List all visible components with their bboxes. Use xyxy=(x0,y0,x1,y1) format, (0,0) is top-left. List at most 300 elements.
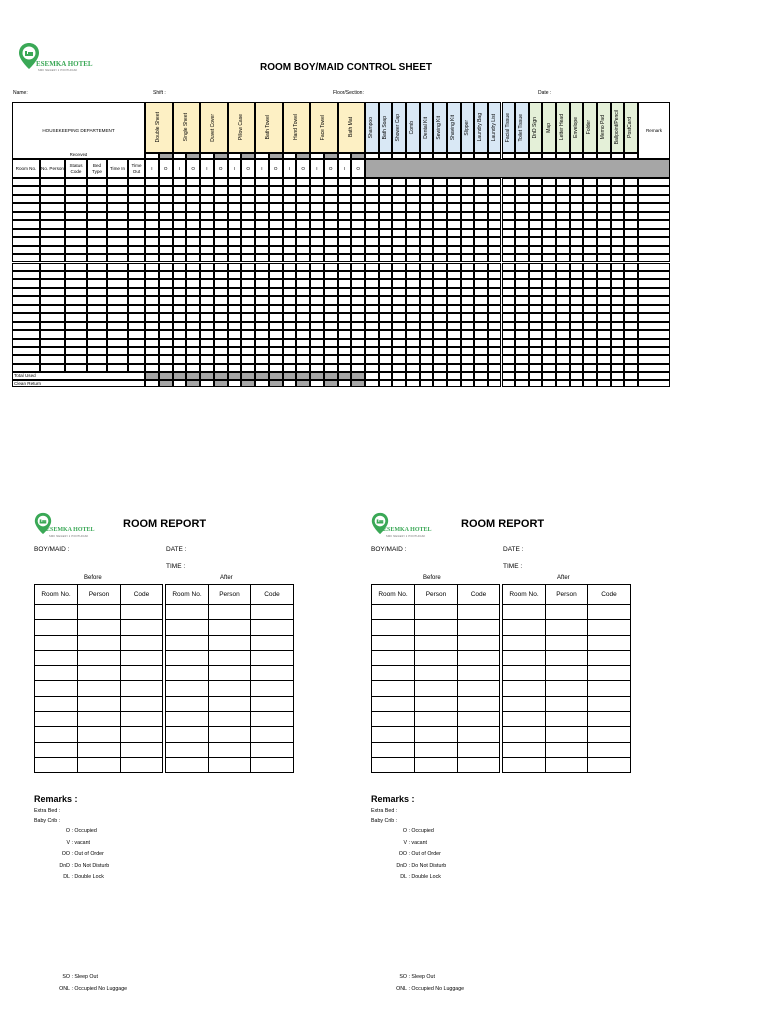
grid-cell[interactable] xyxy=(542,237,556,245)
grid-cell[interactable] xyxy=(379,195,393,203)
report-cell[interactable] xyxy=(251,620,294,635)
grid-cell[interactable] xyxy=(351,263,365,271)
grid-cell[interactable] xyxy=(241,195,255,203)
grid-cell[interactable] xyxy=(214,195,228,203)
grid-cell[interactable] xyxy=(173,186,187,194)
grid-cell[interactable] xyxy=(638,186,670,194)
grid-cell[interactable] xyxy=(529,322,543,330)
grid-cell[interactable] xyxy=(379,254,393,262)
grid-cell[interactable] xyxy=(310,355,324,363)
grid-cell[interactable] xyxy=(624,186,638,194)
grid-cell[interactable] xyxy=(447,220,461,228)
grid-cell[interactable] xyxy=(283,364,297,372)
report-cell[interactable] xyxy=(546,620,588,635)
grid-cell[interactable] xyxy=(107,330,128,338)
grid-cell[interactable] xyxy=(269,305,283,313)
grid-cell[interactable] xyxy=(406,246,420,254)
grid-cell[interactable] xyxy=(529,237,543,245)
grid-cell[interactable] xyxy=(488,220,502,228)
grid-cell[interactable] xyxy=(474,347,488,355)
grid-cell[interactable] xyxy=(515,263,529,271)
grid-cell[interactable] xyxy=(269,296,283,304)
footer-cell[interactable] xyxy=(145,372,159,379)
grid-cell[interactable] xyxy=(420,237,434,245)
grid-cell[interactable] xyxy=(159,288,173,296)
grid-cell[interactable] xyxy=(255,347,269,355)
grid-cell[interactable] xyxy=(241,296,255,304)
grid-cell[interactable] xyxy=(447,279,461,287)
grid-cell[interactable] xyxy=(186,305,200,313)
grid-cell[interactable] xyxy=(638,355,670,363)
grid-cell[interactable] xyxy=(488,212,502,220)
grid-cell[interactable] xyxy=(65,178,87,186)
grid-cell[interactable] xyxy=(447,296,461,304)
grid-cell[interactable] xyxy=(200,322,214,330)
grid-cell[interactable] xyxy=(502,355,516,363)
grid-cell[interactable] xyxy=(351,279,365,287)
grid-cell[interactable] xyxy=(324,355,338,363)
grid-cell[interactable] xyxy=(40,178,65,186)
grid-cell[interactable] xyxy=(255,195,269,203)
grid-cell[interactable] xyxy=(556,347,570,355)
grid-cell[interactable] xyxy=(638,339,670,347)
grid-cell[interactable] xyxy=(351,288,365,296)
grid-cell[interactable] xyxy=(502,296,516,304)
footer-cell[interactable] xyxy=(542,372,556,379)
grid-cell[interactable] xyxy=(283,254,297,262)
grid-cell[interactable] xyxy=(365,203,379,211)
grid-cell[interactable] xyxy=(406,330,420,338)
grid-cell[interactable] xyxy=(214,220,228,228)
grid-cell[interactable] xyxy=(269,313,283,321)
grid-cell[interactable] xyxy=(145,203,159,211)
grid-cell[interactable] xyxy=(283,263,297,271)
grid-cell[interactable] xyxy=(583,220,597,228)
grid-cell[interactable] xyxy=(40,355,65,363)
grid-cell[interactable] xyxy=(379,212,393,220)
grid-cell[interactable] xyxy=(241,313,255,321)
grid-cell[interactable] xyxy=(488,271,502,279)
grid-cell[interactable] xyxy=(515,237,529,245)
report-cell[interactable] xyxy=(415,620,458,635)
grid-cell[interactable] xyxy=(461,237,475,245)
grid-cell[interactable] xyxy=(87,263,107,271)
report-cell[interactable] xyxy=(35,757,78,772)
grid-cell[interactable] xyxy=(200,288,214,296)
grid-cell[interactable] xyxy=(186,355,200,363)
grid-cell[interactable] xyxy=(228,186,242,194)
report-cell[interactable] xyxy=(503,727,546,742)
grid-cell[interactable] xyxy=(173,195,187,203)
footer-cell[interactable] xyxy=(474,372,488,379)
grid-cell[interactable] xyxy=(107,195,128,203)
grid-cell[interactable] xyxy=(87,364,107,372)
grid-cell[interactable] xyxy=(502,254,516,262)
grid-cell[interactable] xyxy=(128,271,145,279)
grid-cell[interactable] xyxy=(474,178,488,186)
grid-cell[interactable] xyxy=(379,237,393,245)
grid-cell[interactable] xyxy=(159,322,173,330)
grid-cell[interactable] xyxy=(447,322,461,330)
grid-cell[interactable] xyxy=(433,279,447,287)
grid-cell[interactable] xyxy=(87,212,107,220)
grid-cell[interactable] xyxy=(515,229,529,237)
footer-cell[interactable] xyxy=(310,380,324,387)
grid-cell[interactable] xyxy=(228,339,242,347)
grid-cell[interactable] xyxy=(638,229,670,237)
grid-cell[interactable] xyxy=(338,178,352,186)
grid-cell[interactable] xyxy=(283,271,297,279)
grid-cell[interactable] xyxy=(107,254,128,262)
footer-cell[interactable] xyxy=(324,372,338,379)
grid-cell[interactable] xyxy=(433,313,447,321)
grid-cell[interactable] xyxy=(255,313,269,321)
report-cell[interactable] xyxy=(209,681,251,696)
grid-cell[interactable] xyxy=(324,203,338,211)
grid-cell[interactable] xyxy=(447,263,461,271)
footer-cell[interactable] xyxy=(433,372,447,379)
grid-cell[interactable] xyxy=(228,355,242,363)
grid-cell[interactable] xyxy=(12,364,40,372)
grid-cell[interactable] xyxy=(474,296,488,304)
grid-cell[interactable] xyxy=(542,263,556,271)
grid-cell[interactable] xyxy=(338,364,352,372)
grid-cell[interactable] xyxy=(351,237,365,245)
grid-cell[interactable] xyxy=(624,313,638,321)
grid-cell[interactable] xyxy=(214,330,228,338)
grid-cell[interactable] xyxy=(87,347,107,355)
grid-cell[interactable] xyxy=(624,212,638,220)
grid-cell[interactable] xyxy=(365,220,379,228)
footer-cell[interactable] xyxy=(379,372,393,379)
footer-cell[interactable] xyxy=(214,372,228,379)
grid-cell[interactable] xyxy=(107,263,128,271)
grid-cell[interactable] xyxy=(529,263,543,271)
grid-cell[interactable] xyxy=(324,347,338,355)
footer-cell[interactable] xyxy=(624,380,638,387)
grid-cell[interactable] xyxy=(145,330,159,338)
grid-cell[interactable] xyxy=(420,229,434,237)
grid-cell[interactable] xyxy=(365,186,379,194)
grid-cell[interactable] xyxy=(365,296,379,304)
grid-cell[interactable] xyxy=(433,246,447,254)
grid-cell[interactable] xyxy=(12,288,40,296)
report-cell[interactable] xyxy=(415,712,458,727)
grid-cell[interactable] xyxy=(324,322,338,330)
grid-cell[interactable] xyxy=(200,246,214,254)
footer-cell[interactable] xyxy=(461,372,475,379)
grid-cell[interactable] xyxy=(255,263,269,271)
grid-cell[interactable] xyxy=(529,330,543,338)
grid-cell[interactable] xyxy=(420,186,434,194)
grid-cell[interactable] xyxy=(173,355,187,363)
grid-cell[interactable] xyxy=(488,364,502,372)
footer-cell[interactable] xyxy=(611,372,625,379)
grid-cell[interactable] xyxy=(283,355,297,363)
footer-cell[interactable] xyxy=(392,380,406,387)
grid-cell[interactable] xyxy=(529,178,543,186)
grid-cell[interactable] xyxy=(542,254,556,262)
grid-cell[interactable] xyxy=(107,339,128,347)
footer-cell[interactable] xyxy=(324,380,338,387)
grid-cell[interactable] xyxy=(40,288,65,296)
grid-cell[interactable] xyxy=(365,355,379,363)
report-cell[interactable] xyxy=(503,666,546,681)
grid-cell[interactable] xyxy=(269,229,283,237)
grid-cell[interactable] xyxy=(583,186,597,194)
grid-cell[interactable] xyxy=(283,347,297,355)
grid-cell[interactable] xyxy=(406,178,420,186)
report-cell[interactable] xyxy=(588,727,631,742)
footer-cell[interactable] xyxy=(296,372,310,379)
grid-cell[interactable] xyxy=(200,296,214,304)
grid-cell[interactable] xyxy=(529,313,543,321)
footer-cell[interactable] xyxy=(338,380,352,387)
grid-cell[interactable] xyxy=(597,305,611,313)
grid-cell[interactable] xyxy=(624,195,638,203)
grid-cell[interactable] xyxy=(12,186,40,194)
grid-cell[interactable] xyxy=(461,288,475,296)
grid-cell[interactable] xyxy=(296,220,310,228)
footer-cell[interactable] xyxy=(611,380,625,387)
report-cell[interactable] xyxy=(372,666,415,681)
grid-cell[interactable] xyxy=(406,355,420,363)
grid-cell[interactable] xyxy=(365,212,379,220)
grid-cell[interactable] xyxy=(324,296,338,304)
grid-cell[interactable] xyxy=(570,296,584,304)
grid-cell[interactable] xyxy=(310,212,324,220)
grid-cell[interactable] xyxy=(159,195,173,203)
grid-cell[interactable] xyxy=(269,330,283,338)
grid-cell[interactable] xyxy=(200,364,214,372)
grid-cell[interactable] xyxy=(529,364,543,372)
grid-cell[interactable] xyxy=(338,330,352,338)
grid-cell[interactable] xyxy=(283,246,297,254)
report-cell[interactable] xyxy=(209,712,251,727)
grid-cell[interactable] xyxy=(611,305,625,313)
report-cell[interactable] xyxy=(546,605,588,620)
footer-cell[interactable] xyxy=(529,380,543,387)
grid-cell[interactable] xyxy=(624,330,638,338)
report-cell[interactable] xyxy=(251,681,294,696)
report-cell[interactable] xyxy=(209,635,251,650)
grid-cell[interactable] xyxy=(515,313,529,321)
footer-cell[interactable] xyxy=(420,372,434,379)
grid-cell[interactable] xyxy=(128,330,145,338)
grid-cell[interactable] xyxy=(173,364,187,372)
grid-cell[interactable] xyxy=(611,288,625,296)
report-cell[interactable] xyxy=(251,650,294,665)
grid-cell[interactable] xyxy=(214,212,228,220)
grid-cell[interactable] xyxy=(420,246,434,254)
report-cell[interactable] xyxy=(503,650,546,665)
grid-cell[interactable] xyxy=(502,178,516,186)
report-cell[interactable] xyxy=(588,742,631,757)
grid-cell[interactable] xyxy=(502,220,516,228)
grid-cell[interactable] xyxy=(296,322,310,330)
report-cell[interactable] xyxy=(503,757,546,772)
grid-cell[interactable] xyxy=(583,322,597,330)
grid-cell[interactable] xyxy=(515,339,529,347)
grid-cell[interactable] xyxy=(488,339,502,347)
grid-cell[interactable] xyxy=(624,246,638,254)
grid-cell[interactable] xyxy=(186,339,200,347)
grid-cell[interactable] xyxy=(474,220,488,228)
grid-cell[interactable] xyxy=(488,178,502,186)
report-cell[interactable] xyxy=(458,742,500,757)
grid-cell[interactable] xyxy=(447,186,461,194)
grid-cell[interactable] xyxy=(269,246,283,254)
grid-cell[interactable] xyxy=(529,355,543,363)
grid-cell[interactable] xyxy=(173,271,187,279)
grid-cell[interactable] xyxy=(488,347,502,355)
grid-cell[interactable] xyxy=(214,263,228,271)
grid-cell[interactable] xyxy=(40,203,65,211)
grid-cell[interactable] xyxy=(310,263,324,271)
grid-cell[interactable] xyxy=(65,271,87,279)
grid-cell[interactable] xyxy=(420,254,434,262)
grid-cell[interactable] xyxy=(228,220,242,228)
grid-cell[interactable] xyxy=(296,313,310,321)
grid-cell[interactable] xyxy=(542,186,556,194)
grid-cell[interactable] xyxy=(597,246,611,254)
grid-cell[interactable] xyxy=(12,254,40,262)
report-cell[interactable] xyxy=(121,757,163,772)
footer-cell[interactable] xyxy=(145,380,159,387)
grid-cell[interactable] xyxy=(379,186,393,194)
grid-cell[interactable] xyxy=(338,296,352,304)
grid-cell[interactable] xyxy=(310,305,324,313)
grid-cell[interactable] xyxy=(241,330,255,338)
report-cell[interactable] xyxy=(121,696,163,711)
grid-cell[interactable] xyxy=(556,288,570,296)
report-cell[interactable] xyxy=(503,712,546,727)
grid-cell[interactable] xyxy=(461,296,475,304)
grid-cell[interactable] xyxy=(186,178,200,186)
grid-cell[interactable] xyxy=(241,364,255,372)
grid-cell[interactable] xyxy=(351,330,365,338)
grid-cell[interactable] xyxy=(529,212,543,220)
grid-cell[interactable] xyxy=(365,330,379,338)
report-cell[interactable] xyxy=(546,727,588,742)
grid-cell[interactable] xyxy=(296,339,310,347)
grid-cell[interactable] xyxy=(186,330,200,338)
grid-cell[interactable] xyxy=(255,229,269,237)
grid-cell[interactable] xyxy=(488,288,502,296)
grid-cell[interactable] xyxy=(338,305,352,313)
grid-cell[interactable] xyxy=(638,347,670,355)
grid-cell[interactable] xyxy=(241,355,255,363)
grid-cell[interactable] xyxy=(269,178,283,186)
grid-cell[interactable] xyxy=(556,212,570,220)
grid-cell[interactable] xyxy=(502,203,516,211)
grid-cell[interactable] xyxy=(351,212,365,220)
grid-cell[interactable] xyxy=(597,355,611,363)
grid-cell[interactable] xyxy=(296,203,310,211)
grid-cell[interactable] xyxy=(597,195,611,203)
grid-cell[interactable] xyxy=(40,212,65,220)
grid-cell[interactable] xyxy=(159,364,173,372)
grid-cell[interactable] xyxy=(433,254,447,262)
grid-cell[interactable] xyxy=(515,271,529,279)
grid-cell[interactable] xyxy=(12,279,40,287)
grid-cell[interactable] xyxy=(351,246,365,254)
grid-cell[interactable] xyxy=(87,330,107,338)
grid-cell[interactable] xyxy=(433,322,447,330)
grid-cell[interactable] xyxy=(324,220,338,228)
report-cell[interactable] xyxy=(166,681,209,696)
footer-cell[interactable] xyxy=(447,380,461,387)
footer-cell[interactable] xyxy=(173,372,187,379)
grid-cell[interactable] xyxy=(87,313,107,321)
grid-cell[interactable] xyxy=(461,229,475,237)
grid-cell[interactable] xyxy=(324,288,338,296)
grid-cell[interactable] xyxy=(255,322,269,330)
grid-cell[interactable] xyxy=(228,237,242,245)
grid-cell[interactable] xyxy=(87,339,107,347)
grid-cell[interactable] xyxy=(638,246,670,254)
footer-cell[interactable] xyxy=(214,380,228,387)
grid-cell[interactable] xyxy=(365,246,379,254)
grid-cell[interactable] xyxy=(159,229,173,237)
grid-cell[interactable] xyxy=(624,339,638,347)
grid-cell[interactable] xyxy=(392,313,406,321)
grid-cell[interactable] xyxy=(283,195,297,203)
grid-cell[interactable] xyxy=(200,220,214,228)
grid-cell[interactable] xyxy=(338,229,352,237)
grid-cell[interactable] xyxy=(488,305,502,313)
report-cell[interactable] xyxy=(166,666,209,681)
grid-cell[interactable] xyxy=(40,229,65,237)
report-cell[interactable] xyxy=(503,742,546,757)
grid-cell[interactable] xyxy=(87,288,107,296)
grid-cell[interactable] xyxy=(461,178,475,186)
grid-cell[interactable] xyxy=(159,254,173,262)
footer-cell[interactable] xyxy=(255,372,269,379)
grid-cell[interactable] xyxy=(200,355,214,363)
report-cell[interactable] xyxy=(121,650,163,665)
report-cell[interactable] xyxy=(588,666,631,681)
grid-cell[interactable] xyxy=(515,279,529,287)
grid-cell[interactable] xyxy=(420,330,434,338)
grid-cell[interactable] xyxy=(310,279,324,287)
footer-cell[interactable] xyxy=(488,372,502,379)
grid-cell[interactable] xyxy=(597,288,611,296)
footer-cell[interactable] xyxy=(159,372,173,379)
grid-cell[interactable] xyxy=(529,339,543,347)
grid-cell[interactable] xyxy=(611,322,625,330)
grid-cell[interactable] xyxy=(128,186,145,194)
grid-cell[interactable] xyxy=(556,263,570,271)
footer-cell[interactable] xyxy=(255,380,269,387)
grid-cell[interactable] xyxy=(379,313,393,321)
grid-cell[interactable] xyxy=(128,263,145,271)
grid-cell[interactable] xyxy=(556,339,570,347)
grid-cell[interactable] xyxy=(447,347,461,355)
grid-cell[interactable] xyxy=(502,305,516,313)
grid-cell[interactable] xyxy=(87,220,107,228)
report-cell[interactable] xyxy=(166,696,209,711)
grid-cell[interactable] xyxy=(65,296,87,304)
grid-cell[interactable] xyxy=(228,195,242,203)
footer-cell[interactable] xyxy=(556,380,570,387)
grid-cell[interactable] xyxy=(214,296,228,304)
grid-cell[interactable] xyxy=(145,220,159,228)
grid-cell[interactable] xyxy=(159,279,173,287)
grid-cell[interactable] xyxy=(488,355,502,363)
grid-cell[interactable] xyxy=(87,178,107,186)
grid-cell[interactable] xyxy=(241,263,255,271)
